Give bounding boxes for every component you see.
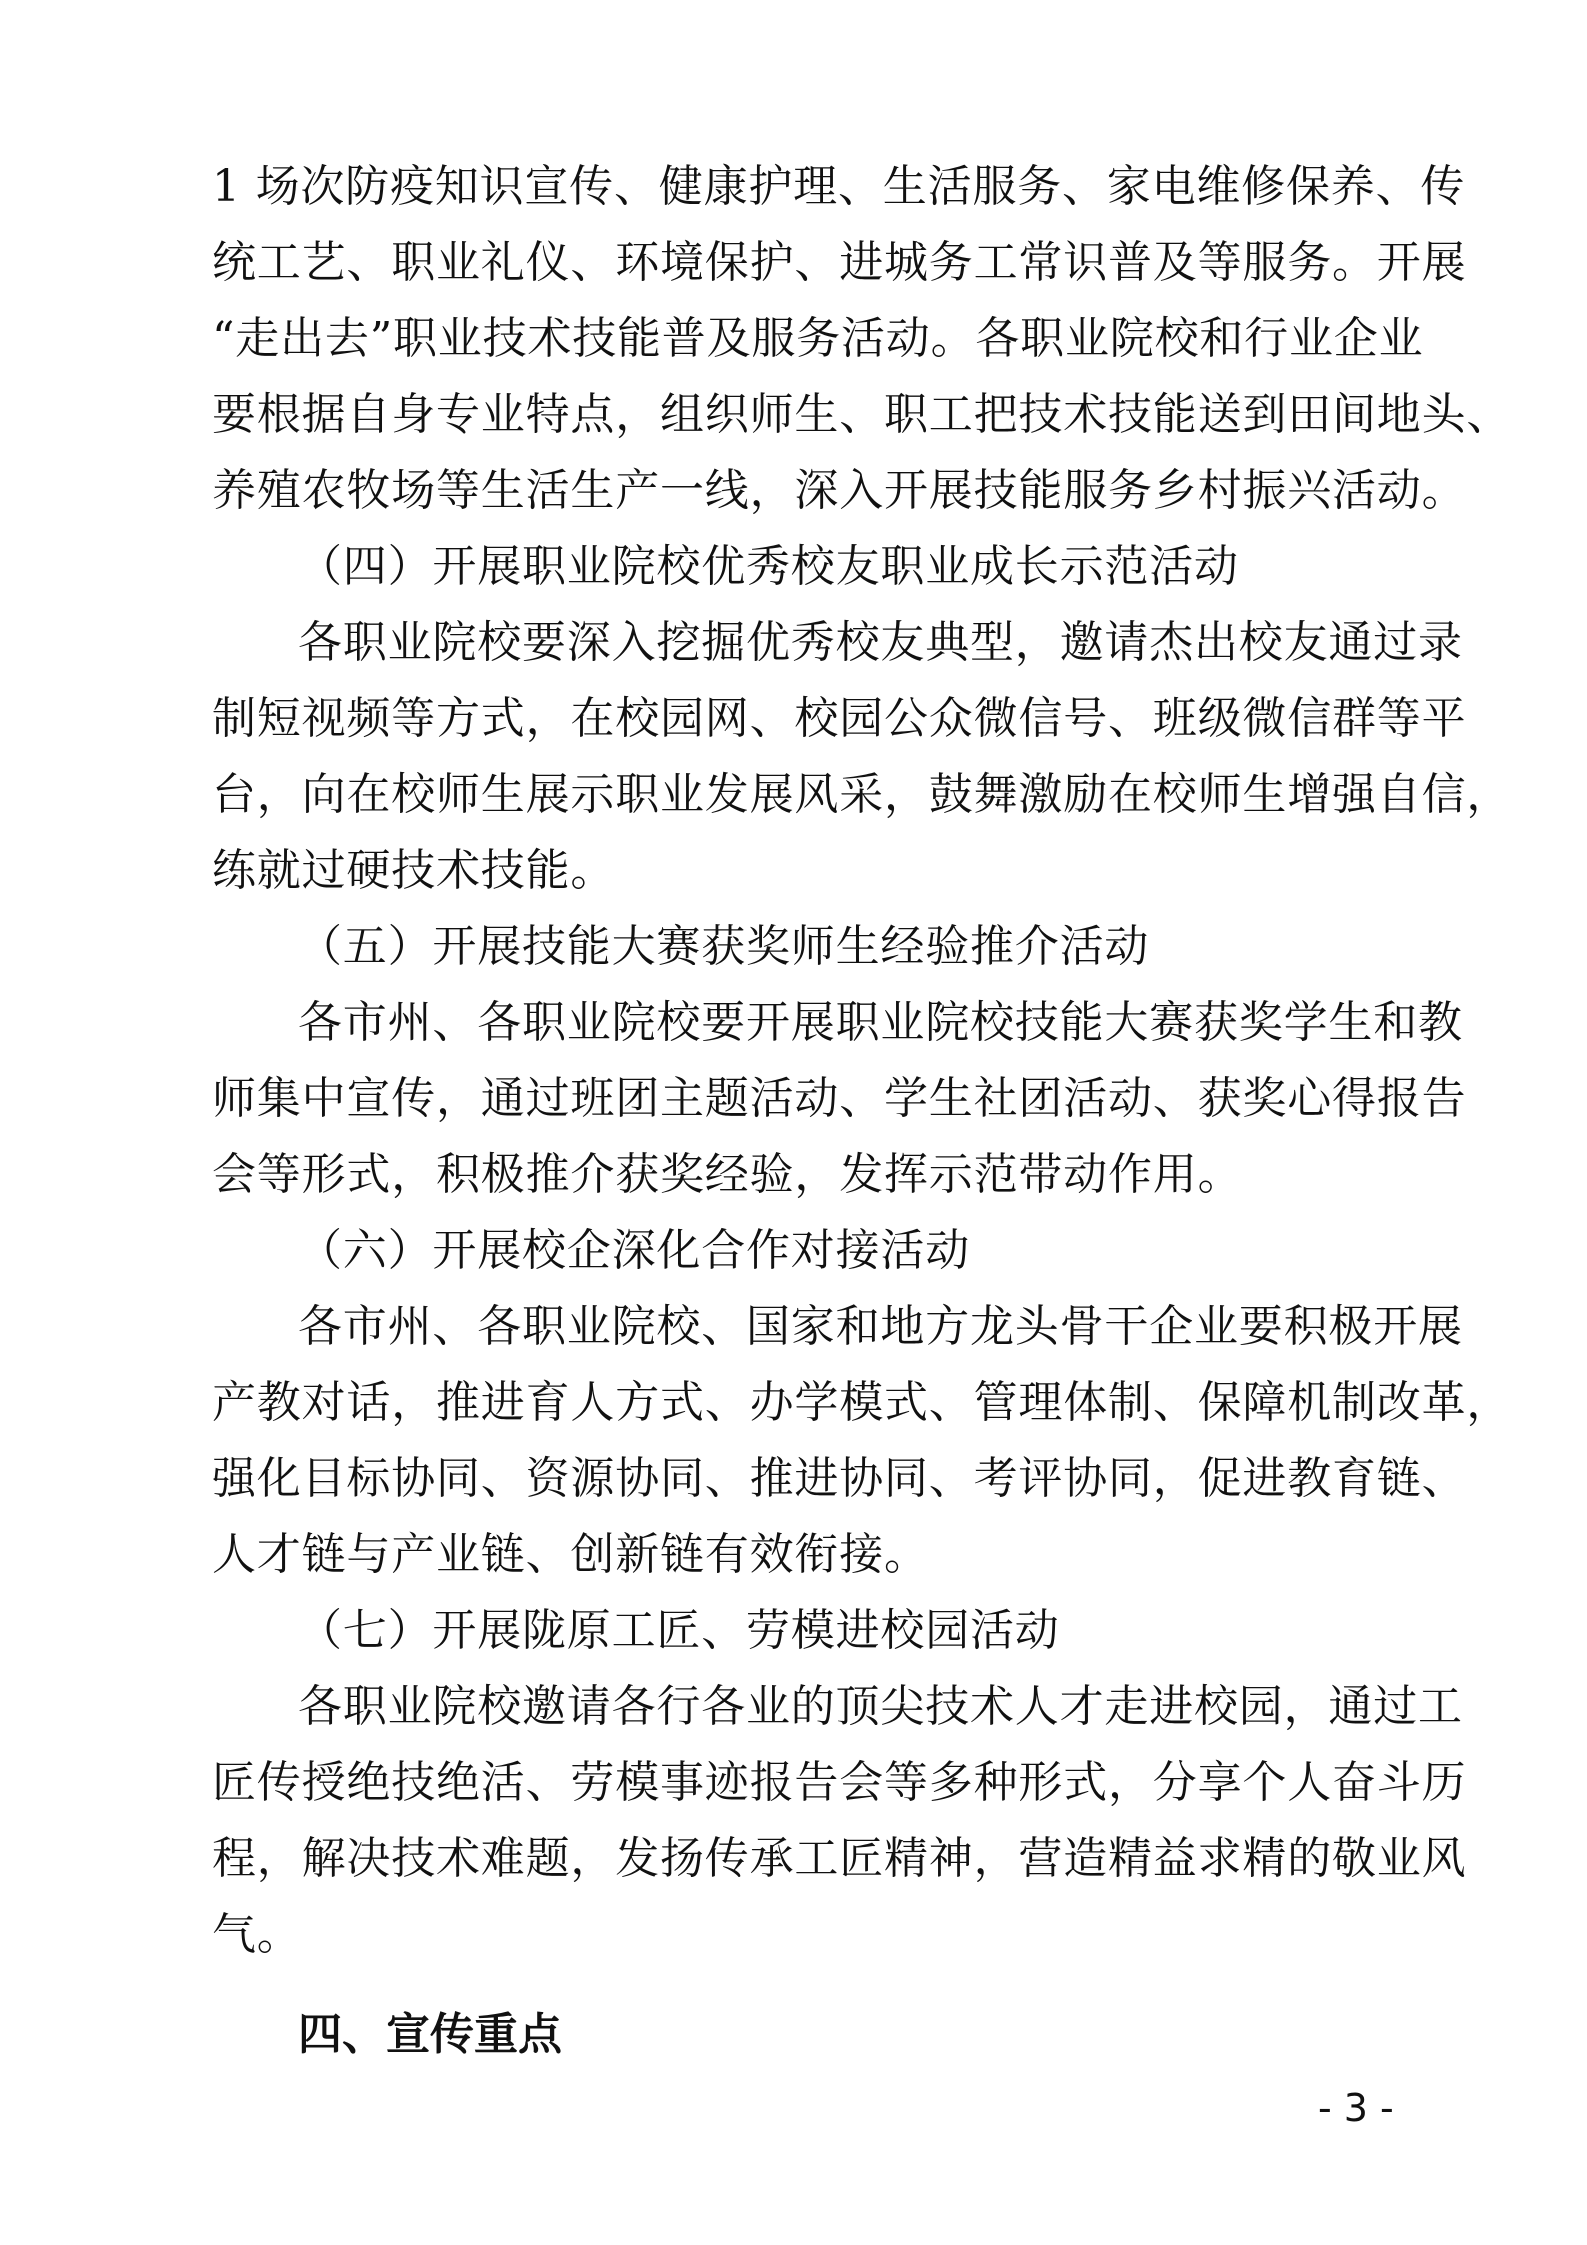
paragraph-line: 会等形式，积极推介获奖经验，发挥示范带动作用。 <box>212 1149 1243 1200</box>
subsection-heading-5: （五）开展技能大赛获奖师生经验推介活动 <box>298 921 1150 972</box>
paragraph-line: 各职业院校要深入挖掘优秀校友典型，邀请杰出校友通过录 <box>298 617 1463 668</box>
paragraph-line: “走出去”职业技术技能普及服务活动。各职业院校和行业企业 <box>212 313 1424 364</box>
subsection-heading-7: （七）开展陇原工匠、劳模进校园活动 <box>298 1605 1060 1656</box>
paragraph-line: 练就过硬技术技能。 <box>212 845 616 896</box>
page-number: - 3 - <box>1318 2086 1394 2130</box>
paragraph-line: 统工艺、职业礼仪、环境保护、进城务工常识普及等服务。开展 <box>212 237 1467 288</box>
subsection-heading-4: （四）开展职业院校优秀校友职业成长示范活动 <box>298 541 1239 592</box>
paragraph-line: 制短视频等方式，在校园网、校园公众微信号、班级微信群等平 <box>212 693 1467 744</box>
paragraph-line: 产教对话，推进育人方式、办学模式、管理体制、保障机制改革， <box>212 1377 1512 1428</box>
paragraph-line: 各市州、各职业院校、国家和地方龙头骨干企业要积极开展 <box>298 1301 1463 1352</box>
paragraph-line: 1 场次防疫知识宣传、健康护理、生活服务、家电维修保养、传 <box>212 161 1466 212</box>
paragraph-line: 要根据自身专业特点，组织师生、职工把技术技能送到田间地头、 <box>212 389 1512 440</box>
paragraph-line: 台，向在校师生展示职业发展风采，鼓舞激励在校师生增强自信， <box>212 769 1512 820</box>
paragraph-line: 匠传授绝技绝活、劳模事迹报告会等多种形式，分享个人奋斗历 <box>212 1757 1467 1808</box>
paragraph-line: 气。 <box>212 1909 302 1960</box>
paragraph-line: 各市州、各职业院校要开展职业院校技能大赛获奖学生和教 <box>298 997 1463 1048</box>
paragraph-line: 各职业院校邀请各行各业的顶尖技术人才走进校园，通过工 <box>298 1681 1463 1732</box>
paragraph-line: 程，解决技术难题，发扬传承工匠精神，营造精益求精的敬业风 <box>212 1833 1467 1884</box>
paragraph-line: 人才链与产业链、创新链有效衔接。 <box>212 1529 929 1580</box>
section-heading: 四、宣传重点 <box>298 2009 562 2060</box>
paragraph-line: 养殖农牧场等生活生产一线，深入开展技能服务乡村振兴活动。 <box>212 465 1467 516</box>
subsection-heading-6: （六）开展校企深化合作对接活动 <box>298 1225 970 1276</box>
paragraph-line: 强化目标协同、资源协同、推进协同、考评协同，促进教育链、 <box>212 1453 1467 1504</box>
paragraph-line: 师集中宣传，通过班团主题活动、学生社团活动、获奖心得报告 <box>212 1073 1467 1124</box>
